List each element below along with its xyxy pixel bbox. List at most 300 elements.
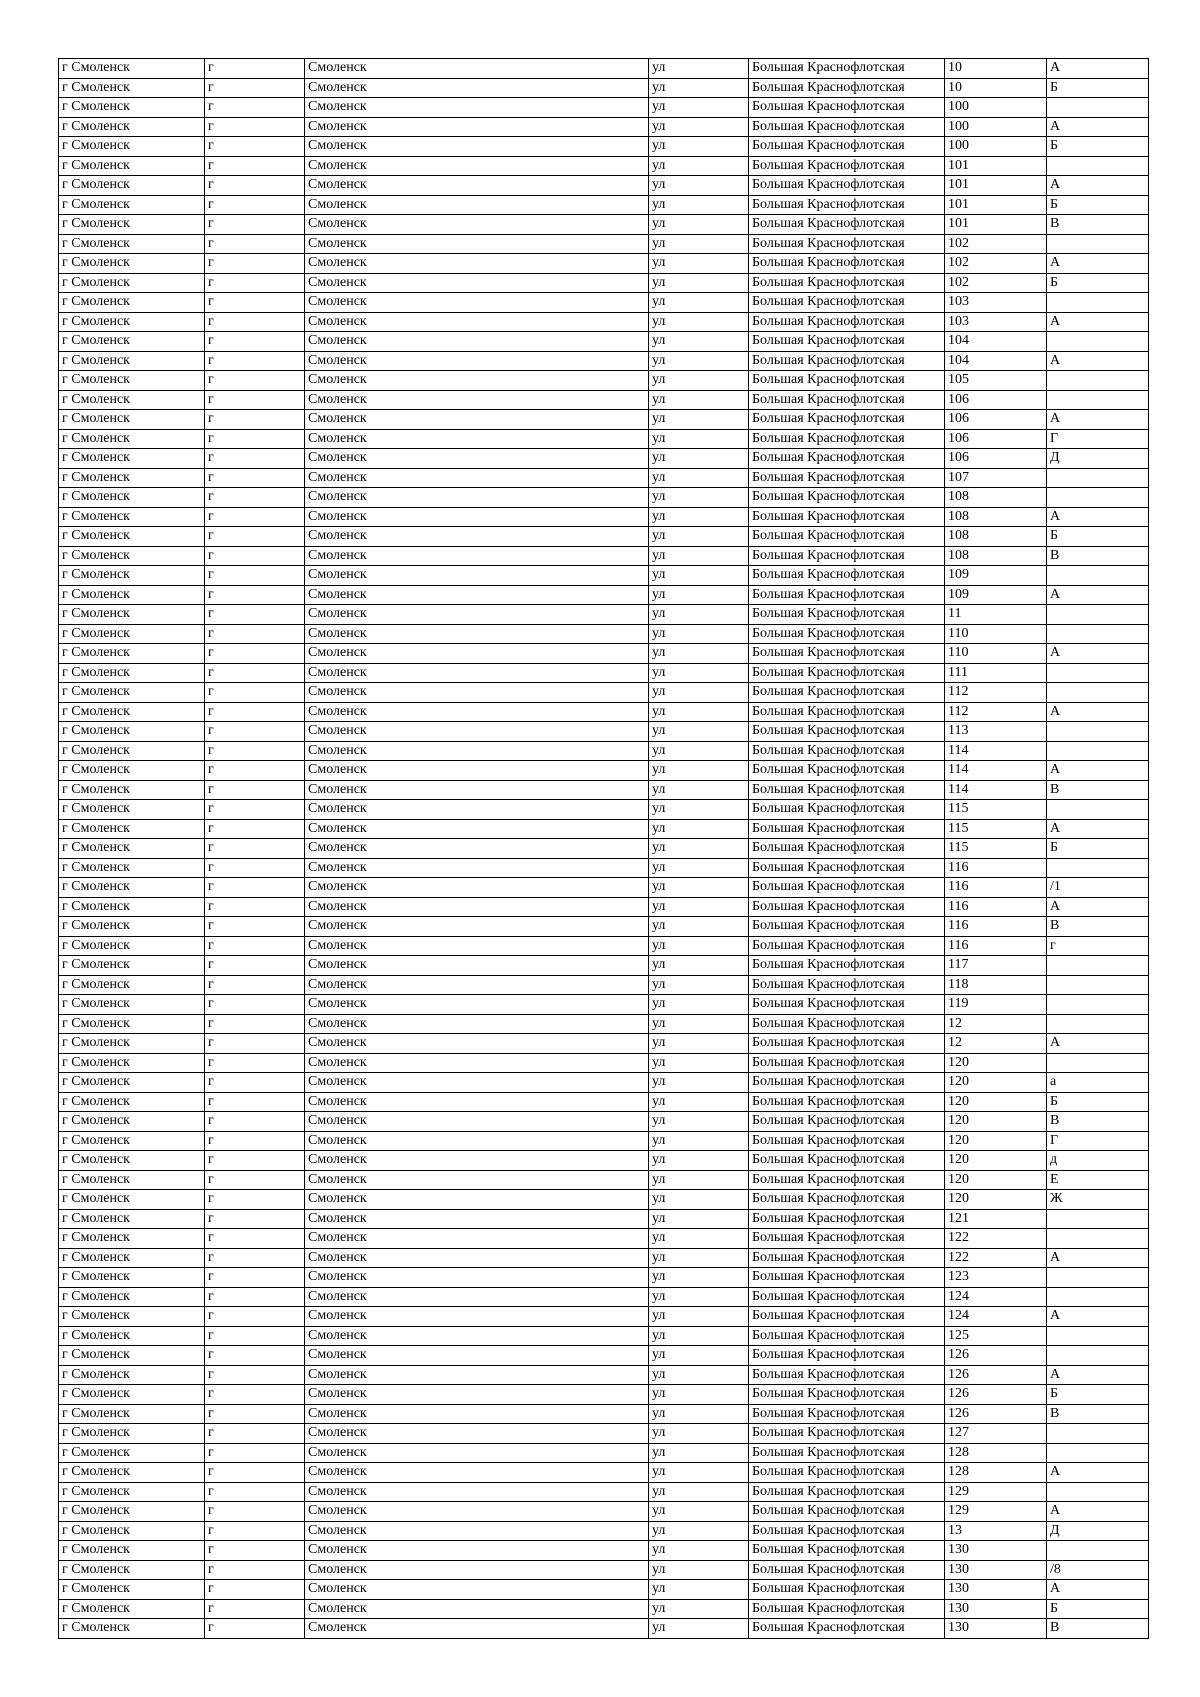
- building-letter-cell: [1047, 722, 1149, 742]
- street-name-cell: Большая Краснофлотская: [749, 1521, 945, 1541]
- locality-cell: г Смоленск: [59, 1443, 205, 1463]
- city-name-cell: Смоленск: [305, 956, 649, 976]
- building-letter-cell: [1047, 1443, 1149, 1463]
- house-number-cell: 123: [945, 1268, 1047, 1288]
- city-name-cell: Смоленск: [305, 1404, 649, 1424]
- city-name-cell: Смоленск: [305, 1521, 649, 1541]
- city-name-cell: Смоленск: [305, 1170, 649, 1190]
- house-number-cell: 100: [945, 137, 1047, 157]
- house-number-cell: 118: [945, 975, 1047, 995]
- building-letter-cell: Ж: [1047, 1190, 1149, 1210]
- building-letter-cell: [1047, 663, 1149, 683]
- house-number-cell: 106: [945, 390, 1047, 410]
- table-row: [59, 1229, 1149, 1249]
- building-letter-cell: [1047, 488, 1149, 508]
- street-type-cell: ул: [649, 1326, 749, 1346]
- locality-cell: г Смоленск: [59, 1014, 205, 1034]
- table-row: [59, 1365, 1149, 1385]
- city-type-cell: г: [205, 1599, 305, 1619]
- city-type-cell: г: [205, 1365, 305, 1385]
- street-type-cell: ул: [649, 156, 749, 176]
- city-name-cell: Смоленск: [305, 1346, 649, 1366]
- locality-cell: г Смоленск: [59, 273, 205, 293]
- city-type-cell: г: [205, 644, 305, 664]
- city-type-cell: г: [205, 234, 305, 254]
- street-name-cell: Большая Краснофлотская: [749, 722, 945, 742]
- city-type-cell: г: [205, 429, 305, 449]
- city-name-cell: Смоленск: [305, 273, 649, 293]
- city-name-cell: Смоленск: [305, 585, 649, 605]
- city-type-cell: г: [205, 1424, 305, 1444]
- building-letter-cell: [1047, 624, 1149, 644]
- city-name-cell: Смоленск: [305, 1463, 649, 1483]
- city-type-cell: г: [205, 1229, 305, 1249]
- building-letter-cell: А: [1047, 644, 1149, 664]
- locality-cell: г Смоленск: [59, 1385, 205, 1405]
- table-row: [59, 624, 1149, 644]
- city-name-cell: Смоленск: [305, 1131, 649, 1151]
- table-row: [59, 878, 1149, 898]
- house-number-cell: 102: [945, 254, 1047, 274]
- building-letter-cell: Б: [1047, 137, 1149, 157]
- street-type-cell: ул: [649, 936, 749, 956]
- table-row: [59, 234, 1149, 254]
- building-letter-cell: [1047, 371, 1149, 391]
- locality-cell: г Смоленск: [59, 663, 205, 683]
- city-type-cell: г: [205, 663, 305, 683]
- locality-cell: г Смоленск: [59, 332, 205, 352]
- house-number-cell: 130: [945, 1541, 1047, 1561]
- street-type-cell: ул: [649, 449, 749, 469]
- table-row: [59, 1326, 1149, 1346]
- house-number-cell: 112: [945, 702, 1047, 722]
- table-row: [59, 761, 1149, 781]
- locality-cell: г Смоленск: [59, 215, 205, 235]
- street-name-cell: Большая Краснофлотская: [749, 702, 945, 722]
- house-number-cell: 114: [945, 780, 1047, 800]
- city-name-cell: Смоленск: [305, 1482, 649, 1502]
- table-row: [59, 585, 1149, 605]
- locality-cell: г Смоленск: [59, 156, 205, 176]
- street-name-cell: Большая Краснофлотская: [749, 1502, 945, 1522]
- street-type-cell: ул: [649, 1599, 749, 1619]
- house-number-cell: 116: [945, 878, 1047, 898]
- house-number-cell: 106: [945, 449, 1047, 469]
- city-name-cell: Смоленск: [305, 468, 649, 488]
- building-letter-cell: А: [1047, 254, 1149, 274]
- city-name-cell: Смоленск: [305, 1034, 649, 1054]
- house-number-cell: 101: [945, 195, 1047, 215]
- street-type-cell: ул: [649, 98, 749, 118]
- street-name-cell: Большая Краснофлотская: [749, 1190, 945, 1210]
- house-number-cell: 101: [945, 156, 1047, 176]
- locality-cell: г Смоленск: [59, 351, 205, 371]
- city-type-cell: г: [205, 761, 305, 781]
- table-row: [59, 507, 1149, 527]
- city-type-cell: г: [205, 195, 305, 215]
- city-name-cell: Смоленск: [305, 702, 649, 722]
- building-letter-cell: Б: [1047, 78, 1149, 98]
- street-name-cell: Большая Краснофлотская: [749, 585, 945, 605]
- street-name-cell: Большая Краснофлотская: [749, 780, 945, 800]
- house-number-cell: 11: [945, 605, 1047, 625]
- street-type-cell: ул: [649, 468, 749, 488]
- street-type-cell: ул: [649, 566, 749, 586]
- street-name-cell: Большая Краснофлотская: [749, 215, 945, 235]
- table-row: [59, 1346, 1149, 1366]
- locality-cell: г Смоленск: [59, 956, 205, 976]
- city-type-cell: г: [205, 1521, 305, 1541]
- street-name-cell: Большая Краснофлотская: [749, 1073, 945, 1093]
- house-number-cell: 112: [945, 683, 1047, 703]
- building-letter-cell: В: [1047, 1112, 1149, 1132]
- city-type-cell: г: [205, 78, 305, 98]
- building-letter-cell: [1047, 468, 1149, 488]
- house-number-cell: 103: [945, 312, 1047, 332]
- street-name-cell: Большая Краснофлотская: [749, 1053, 945, 1073]
- house-number-cell: 115: [945, 839, 1047, 859]
- city-type-cell: г: [205, 702, 305, 722]
- street-name-cell: Большая Краснофлотская: [749, 644, 945, 664]
- locality-cell: г Смоленск: [59, 605, 205, 625]
- table-row: [59, 273, 1149, 293]
- street-name-cell: Большая Краснофлотская: [749, 293, 945, 313]
- street-name-cell: Большая Краснофлотская: [749, 332, 945, 352]
- locality-cell: г Смоленск: [59, 78, 205, 98]
- house-number-cell: 130: [945, 1580, 1047, 1600]
- street-type-cell: ул: [649, 1073, 749, 1093]
- building-letter-cell: Б: [1047, 1092, 1149, 1112]
- street-type-cell: ул: [649, 1365, 749, 1385]
- house-number-cell: 120: [945, 1170, 1047, 1190]
- street-type-cell: ул: [649, 1521, 749, 1541]
- building-letter-cell: [1047, 1053, 1149, 1073]
- street-type-cell: ул: [649, 585, 749, 605]
- building-letter-cell: [1047, 858, 1149, 878]
- house-number-cell: 129: [945, 1502, 1047, 1522]
- city-name-cell: Смоленск: [305, 839, 649, 859]
- city-type-cell: г: [205, 1560, 305, 1580]
- city-name-cell: Смоленск: [305, 605, 649, 625]
- street-type-cell: ул: [649, 410, 749, 430]
- table-row: [59, 917, 1149, 937]
- city-name-cell: Смоленск: [305, 1268, 649, 1288]
- locality-cell: г Смоленск: [59, 429, 205, 449]
- house-number-cell: 111: [945, 663, 1047, 683]
- locality-cell: г Смоленск: [59, 1619, 205, 1639]
- house-number-cell: 102: [945, 234, 1047, 254]
- table-row: [59, 1404, 1149, 1424]
- table-row: [59, 1502, 1149, 1522]
- street-name-cell: Большая Краснофлотская: [749, 878, 945, 898]
- house-number-cell: 109: [945, 585, 1047, 605]
- city-name-cell: Смоленск: [305, 897, 649, 917]
- city-type-cell: г: [205, 605, 305, 625]
- house-number-cell: 108: [945, 546, 1047, 566]
- street-type-cell: ул: [649, 527, 749, 547]
- locality-cell: г Смоленск: [59, 1092, 205, 1112]
- table-row: [59, 117, 1149, 137]
- building-letter-cell: Б: [1047, 839, 1149, 859]
- building-letter-cell: [1047, 800, 1149, 820]
- city-name-cell: Смоленск: [305, 936, 649, 956]
- street-type-cell: ул: [649, 917, 749, 937]
- building-letter-cell: [1047, 1229, 1149, 1249]
- table-row: [59, 1424, 1149, 1444]
- street-type-cell: ул: [649, 624, 749, 644]
- building-letter-cell: [1047, 1014, 1149, 1034]
- city-name-cell: Смоленск: [305, 995, 649, 1015]
- building-letter-cell: [1047, 332, 1149, 352]
- house-number-cell: 125: [945, 1326, 1047, 1346]
- street-type-cell: ул: [649, 546, 749, 566]
- house-number-cell: 108: [945, 507, 1047, 527]
- house-number-cell: 120: [945, 1073, 1047, 1093]
- street-name-cell: Большая Краснофлотская: [749, 975, 945, 995]
- building-letter-cell: [1047, 566, 1149, 586]
- building-letter-cell: [1047, 390, 1149, 410]
- locality-cell: г Смоленск: [59, 1268, 205, 1288]
- address-table: [58, 58, 1149, 1639]
- table-row: [59, 1463, 1149, 1483]
- building-letter-cell: А: [1047, 1034, 1149, 1054]
- street-type-cell: ул: [649, 878, 749, 898]
- table-row: [59, 1560, 1149, 1580]
- street-name-cell: Большая Краснофлотская: [749, 468, 945, 488]
- city-name-cell: Смоленск: [305, 975, 649, 995]
- house-number-cell: 120: [945, 1131, 1047, 1151]
- city-type-cell: г: [205, 1014, 305, 1034]
- locality-cell: г Смоленск: [59, 1307, 205, 1327]
- street-name-cell: Большая Краснофлотская: [749, 78, 945, 98]
- city-type-cell: г: [205, 1073, 305, 1093]
- street-name-cell: Большая Краснофлотская: [749, 1482, 945, 1502]
- city-type-cell: г: [205, 371, 305, 391]
- table-row: [59, 449, 1149, 469]
- address-rows: [59, 59, 1149, 1639]
- street-type-cell: ул: [649, 956, 749, 976]
- locality-cell: г Смоленск: [59, 1502, 205, 1522]
- city-type-cell: г: [205, 956, 305, 976]
- city-type-cell: г: [205, 585, 305, 605]
- locality-cell: г Смоленск: [59, 117, 205, 137]
- city-name-cell: Смоленск: [305, 390, 649, 410]
- street-type-cell: ул: [649, 1229, 749, 1249]
- table-row: [59, 1287, 1149, 1307]
- city-type-cell: г: [205, 390, 305, 410]
- city-name-cell: Смоленск: [305, 507, 649, 527]
- table-row: [59, 995, 1149, 1015]
- locality-cell: г Смоленск: [59, 390, 205, 410]
- city-name-cell: Смоленск: [305, 1229, 649, 1249]
- locality-cell: г Смоленск: [59, 195, 205, 215]
- city-name-cell: Смоленск: [305, 1190, 649, 1210]
- table-row: [59, 956, 1149, 976]
- street-name-cell: Большая Краснофлотская: [749, 1326, 945, 1346]
- house-number-cell: 120: [945, 1092, 1047, 1112]
- house-number-cell: 104: [945, 351, 1047, 371]
- house-number-cell: 130: [945, 1599, 1047, 1619]
- city-name-cell: Смоленск: [305, 410, 649, 430]
- city-name-cell: Смоленск: [305, 1619, 649, 1639]
- street-type-cell: ул: [649, 780, 749, 800]
- building-letter-cell: В: [1047, 780, 1149, 800]
- city-name-cell: Смоленск: [305, 683, 649, 703]
- city-name-cell: Смоленск: [305, 1287, 649, 1307]
- building-letter-cell: [1047, 1268, 1149, 1288]
- locality-cell: г Смоленск: [59, 546, 205, 566]
- locality-cell: г Смоленск: [59, 1463, 205, 1483]
- street-name-cell: Большая Краснофлотская: [749, 1307, 945, 1327]
- house-number-cell: 100: [945, 98, 1047, 118]
- table-row: [59, 839, 1149, 859]
- table-row: [59, 332, 1149, 352]
- table-row: [59, 722, 1149, 742]
- street-type-cell: ул: [649, 1287, 749, 1307]
- city-type-cell: г: [205, 683, 305, 703]
- street-name-cell: Большая Краснофлотская: [749, 527, 945, 547]
- building-letter-cell: [1047, 98, 1149, 118]
- city-name-cell: Смоленск: [305, 195, 649, 215]
- table-row: [59, 410, 1149, 430]
- house-number-cell: 102: [945, 273, 1047, 293]
- street-type-cell: ул: [649, 273, 749, 293]
- house-number-cell: 114: [945, 741, 1047, 761]
- table-row: [59, 1580, 1149, 1600]
- city-type-cell: г: [205, 1541, 305, 1561]
- locality-cell: г Смоленск: [59, 176, 205, 196]
- street-type-cell: ул: [649, 897, 749, 917]
- table-row: [59, 156, 1149, 176]
- street-name-cell: Большая Краснофлотская: [749, 683, 945, 703]
- street-name-cell: Большая Краснофлотская: [749, 254, 945, 274]
- house-number-cell: 12: [945, 1034, 1047, 1054]
- locality-cell: г Смоленск: [59, 254, 205, 274]
- locality-cell: г Смоленск: [59, 819, 205, 839]
- street-type-cell: ул: [649, 312, 749, 332]
- house-number-cell: 127: [945, 1424, 1047, 1444]
- street-name-cell: Большая Краснофлотская: [749, 98, 945, 118]
- city-type-cell: г: [205, 527, 305, 547]
- city-type-cell: г: [205, 741, 305, 761]
- locality-cell: г Смоленск: [59, 839, 205, 859]
- building-letter-cell: [1047, 995, 1149, 1015]
- house-number-cell: 122: [945, 1229, 1047, 1249]
- street-type-cell: ул: [649, 722, 749, 742]
- table-row: [59, 98, 1149, 118]
- street-name-cell: Большая Краснофлотская: [749, 1170, 945, 1190]
- table-row: [59, 1385, 1149, 1405]
- table-row: [59, 546, 1149, 566]
- street-name-cell: Большая Краснофлотская: [749, 1365, 945, 1385]
- street-type-cell: ул: [649, 351, 749, 371]
- city-name-cell: Смоленск: [305, 1502, 649, 1522]
- city-type-cell: г: [205, 312, 305, 332]
- house-number-cell: 128: [945, 1443, 1047, 1463]
- house-number-cell: 12: [945, 1014, 1047, 1034]
- house-number-cell: 119: [945, 995, 1047, 1015]
- locality-cell: г Смоленск: [59, 722, 205, 742]
- city-type-cell: г: [205, 1619, 305, 1639]
- building-letter-cell: А: [1047, 585, 1149, 605]
- locality-cell: г Смоленск: [59, 858, 205, 878]
- street-name-cell: Большая Краснофлотская: [749, 273, 945, 293]
- house-number-cell: 126: [945, 1404, 1047, 1424]
- building-letter-cell: А: [1047, 1307, 1149, 1327]
- city-type-cell: г: [205, 410, 305, 430]
- street-name-cell: Большая Краснофлотская: [749, 312, 945, 332]
- locality-cell: г Смоленск: [59, 644, 205, 664]
- street-type-cell: ул: [649, 78, 749, 98]
- city-name-cell: Смоленск: [305, 59, 649, 79]
- city-type-cell: г: [205, 1502, 305, 1522]
- table-row: [59, 195, 1149, 215]
- building-letter-cell: [1047, 605, 1149, 625]
- house-number-cell: 116: [945, 936, 1047, 956]
- house-number-cell: 130: [945, 1560, 1047, 1580]
- city-type-cell: г: [205, 878, 305, 898]
- street-type-cell: ул: [649, 1385, 749, 1405]
- building-letter-cell: Б: [1047, 195, 1149, 215]
- city-type-cell: г: [205, 1248, 305, 1268]
- building-letter-cell: [1047, 1326, 1149, 1346]
- house-number-cell: 107: [945, 468, 1047, 488]
- city-type-cell: г: [205, 449, 305, 469]
- city-type-cell: г: [205, 507, 305, 527]
- locality-cell: г Смоленск: [59, 624, 205, 644]
- street-name-cell: Большая Краснофлотская: [749, 176, 945, 196]
- street-type-cell: ул: [649, 839, 749, 859]
- city-name-cell: Смоленск: [305, 780, 649, 800]
- street-type-cell: ул: [649, 761, 749, 781]
- table-row: [59, 1209, 1149, 1229]
- city-name-cell: Смоленск: [305, 351, 649, 371]
- city-type-cell: г: [205, 1170, 305, 1190]
- building-letter-cell: А: [1047, 59, 1149, 79]
- street-type-cell: ул: [649, 819, 749, 839]
- building-letter-cell: А: [1047, 1580, 1149, 1600]
- building-letter-cell: В: [1047, 1619, 1149, 1639]
- street-type-cell: ул: [649, 429, 749, 449]
- locality-cell: г Смоленск: [59, 488, 205, 508]
- locality-cell: г Смоленск: [59, 741, 205, 761]
- house-number-cell: 105: [945, 371, 1047, 391]
- locality-cell: г Смоленск: [59, 917, 205, 937]
- table-row: [59, 1014, 1149, 1034]
- city-type-cell: г: [205, 897, 305, 917]
- table-row: [59, 78, 1149, 98]
- city-type-cell: г: [205, 1190, 305, 1210]
- street-name-cell: Большая Краснофлотская: [749, 1229, 945, 1249]
- building-letter-cell: А: [1047, 351, 1149, 371]
- city-type-cell: г: [205, 117, 305, 137]
- city-name-cell: Смоленск: [305, 1326, 649, 1346]
- city-type-cell: г: [205, 59, 305, 79]
- city-type-cell: г: [205, 254, 305, 274]
- street-type-cell: ул: [649, 995, 749, 1015]
- building-letter-cell: г: [1047, 936, 1149, 956]
- street-type-cell: ул: [649, 1424, 749, 1444]
- locality-cell: г Смоленск: [59, 585, 205, 605]
- table-row: [59, 683, 1149, 703]
- locality-cell: г Смоленск: [59, 312, 205, 332]
- street-type-cell: ул: [649, 1268, 749, 1288]
- house-number-cell: 124: [945, 1287, 1047, 1307]
- building-letter-cell: Г: [1047, 429, 1149, 449]
- table-row: [59, 137, 1149, 157]
- locality-cell: г Смоленск: [59, 468, 205, 488]
- city-name-cell: Смоленск: [305, 917, 649, 937]
